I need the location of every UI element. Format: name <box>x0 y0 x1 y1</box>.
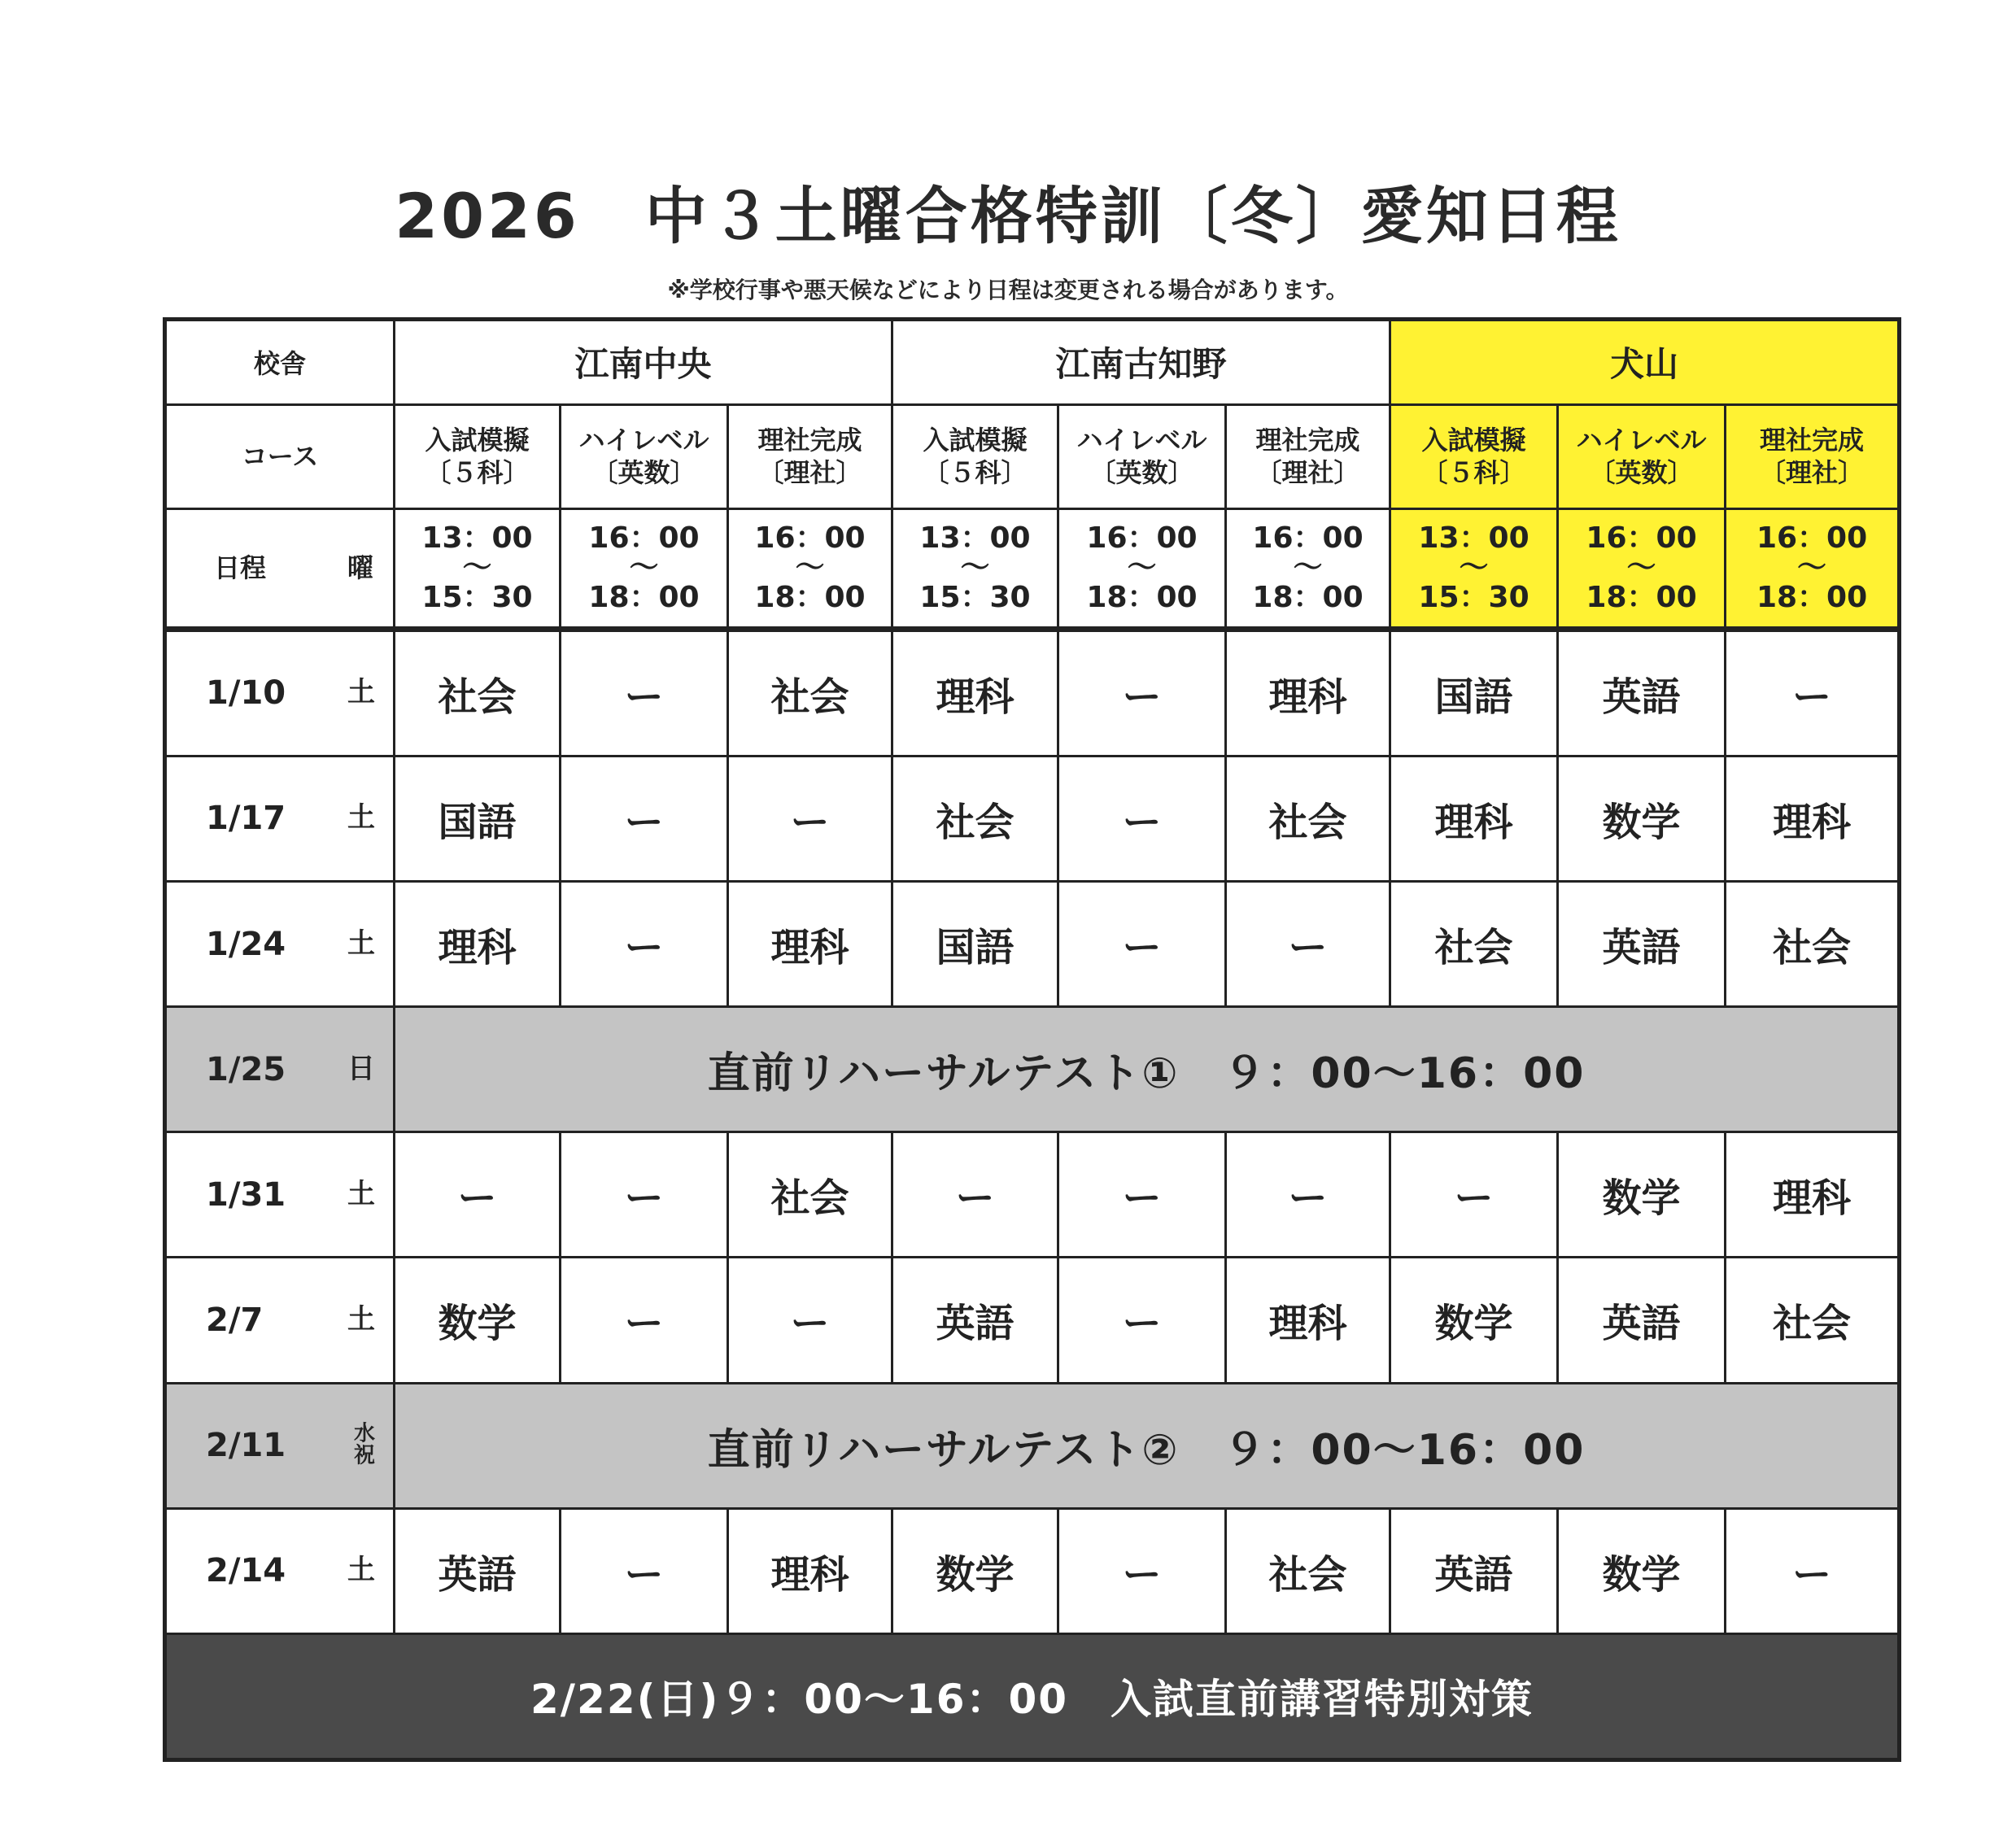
row-weekday-text: 水 <box>353 1421 375 1446</box>
course-name: 入試模擬 <box>923 425 1028 456</box>
subject-cell: 数学 <box>1558 1132 1726 1258</box>
course-time-cell <box>1058 508 1226 629</box>
course-time-cell <box>1390 508 1558 629</box>
course-time-start: 16：00 <box>754 521 866 555</box>
subject-cell: 英語 <box>1558 1258 1726 1383</box>
row-date: 2/11 <box>206 1427 286 1465</box>
subject-cell: ー <box>561 1132 728 1258</box>
row-date: 2/14 <box>206 1552 286 1590</box>
event-row <box>165 1007 1900 1132</box>
subject-cell: 英語 <box>1558 882 1726 1007</box>
course-name: ハイレベル <box>1076 425 1207 456</box>
date-cell <box>165 882 395 1007</box>
course-name: 入試模擬 <box>425 425 530 456</box>
row-date: 2/7 <box>206 1301 264 1339</box>
subject-cell: 社会 <box>1226 756 1390 881</box>
subject-cell: 数学 <box>892 1508 1058 1633</box>
course-header-cell <box>1058 404 1226 508</box>
course-subjects: 〔理社〕 <box>1760 457 1865 489</box>
subject-cell: 理科 <box>728 882 892 1007</box>
course-header-cell <box>892 404 1058 508</box>
subject-cell: 社会 <box>1226 1508 1390 1633</box>
subject-cell: ー <box>728 756 892 881</box>
subject-cell: 数学 <box>395 1258 561 1383</box>
rehearsal-test-event: 直前リハーサルテスト② ９：00～16：00 <box>395 1383 1900 1508</box>
course-header-cell <box>728 404 892 508</box>
schedule-row <box>165 756 1900 881</box>
course-time-start: 16：00 <box>1086 521 1198 555</box>
date-cell <box>165 1007 395 1132</box>
row-date: 1/25 <box>206 1050 286 1088</box>
course-time-cell <box>395 508 561 629</box>
course-name: ハイレベル <box>578 425 709 456</box>
subject-cell: ー <box>561 1508 728 1633</box>
subject-cell: ー <box>395 1132 561 1258</box>
row-weekday-text: 土 <box>347 1303 375 1336</box>
date-cell <box>165 1508 395 1633</box>
subject-cell: ー <box>728 1258 892 1383</box>
row-weekday <box>347 1052 375 1085</box>
subject-cell: ー <box>892 1132 1058 1258</box>
row-weekday-text: 土 <box>347 1178 375 1211</box>
subject-cell: ー <box>1726 629 1900 756</box>
campus-konan-kochino: 江南古知野 <box>892 320 1390 405</box>
row-date: 1/31 <box>206 1175 286 1214</box>
schedule-row <box>165 1132 1900 1258</box>
course-time-end: 18：00 <box>588 581 700 615</box>
time-separator: ～ <box>629 551 659 585</box>
schedule-row <box>165 629 1900 756</box>
course-name: 理社完成 <box>757 425 862 456</box>
course-time-start: 16：00 <box>1586 521 1697 555</box>
subject-cell: 理科 <box>395 882 561 1007</box>
course-time-end: 15：30 <box>421 581 533 615</box>
course-time-start: 16：00 <box>588 521 700 555</box>
subject-cell: ー <box>1058 629 1226 756</box>
row-weekday-text: 土 <box>347 801 375 835</box>
course-time-end: 15：30 <box>919 581 1031 615</box>
date-cell <box>165 629 395 756</box>
row-weekday <box>347 1180 375 1210</box>
course-subjects: 〔英数〕 <box>1089 457 1194 489</box>
subject-cell: ー <box>561 882 728 1007</box>
row-weekday-text: 土 <box>347 1554 375 1587</box>
subject-cell: 社会 <box>728 1132 892 1258</box>
schedule-label: 日程 <box>214 552 267 583</box>
subject-cell: 理科 <box>1390 756 1558 881</box>
campus-header-row <box>165 320 1900 405</box>
course-time-cell <box>728 508 892 629</box>
subject-cell: ー <box>561 629 728 756</box>
course-header-cell <box>1226 404 1390 508</box>
page-title: 2026 中３土曜合格特訓〔冬〕愛知日程 <box>395 180 1621 252</box>
course-time-end: 18：00 <box>1252 581 1364 615</box>
course-time-start: 13：00 <box>919 521 1031 555</box>
row-holiday-text: 祝 <box>353 1444 375 1469</box>
event-row <box>165 1383 1900 1508</box>
subject-cell: ー <box>1058 756 1226 881</box>
subject-cell: 理科 <box>1226 1258 1390 1383</box>
time-separator: ～ <box>1626 551 1656 585</box>
time-separator: ～ <box>960 551 990 585</box>
time-separator: ～ <box>1127 551 1157 585</box>
course-time-cell <box>1726 508 1900 629</box>
course-time-cell <box>892 508 1058 629</box>
subject-cell: 国語 <box>892 882 1058 1007</box>
course-subjects: 〔５科〕 <box>1421 457 1526 489</box>
row-date: 1/24 <box>206 925 286 963</box>
subject-cell: 数学 <box>1390 1258 1558 1383</box>
subject-cell: 英語 <box>892 1258 1058 1383</box>
course-header-cell <box>1390 404 1558 508</box>
course-label: コース <box>165 404 395 508</box>
course-header-row <box>165 404 1900 508</box>
course-name: 理社完成 <box>1255 425 1360 456</box>
subject-cell: ー <box>1726 1508 1900 1633</box>
campus-inuyama: 犬山 <box>1390 320 1900 405</box>
subject-cell: ー <box>1058 882 1226 1007</box>
schedule-row <box>165 1258 1900 1383</box>
schedule-change-note: ※学校行事や悪天候などにより日程は変更される場合があります。 <box>667 277 1349 303</box>
subject-cell: 理科 <box>1226 629 1390 756</box>
subject-cell: ー <box>561 756 728 881</box>
course-time-start: 16：00 <box>1252 521 1364 555</box>
date-cell <box>165 1383 395 1508</box>
subject-cell: ー <box>1226 1132 1390 1258</box>
schedule-row <box>165 1508 1900 1633</box>
campus-konan-chuo: 江南中央 <box>395 320 892 405</box>
course-time-start: 16：00 <box>1756 521 1868 555</box>
row-weekday <box>347 676 375 709</box>
time-separator: ～ <box>1293 551 1323 585</box>
course-subjects: 〔理社〕 <box>757 457 862 489</box>
subject-cell: ー <box>1390 1132 1558 1258</box>
rehearsal-test-event: 直前リハーサルテスト① ９：00～16：00 <box>395 1007 1900 1132</box>
course-time-start: 13：00 <box>1418 521 1529 555</box>
schedule-table <box>163 317 1901 1762</box>
row-date: 1/17 <box>206 800 286 838</box>
course-subjects: 〔理社〕 <box>1255 457 1360 489</box>
subject-cell: 理科 <box>892 629 1058 756</box>
course-time-end: 18：00 <box>754 581 866 615</box>
course-time-cell <box>561 508 728 629</box>
subject-cell: 数学 <box>1558 756 1726 881</box>
course-subjects: 〔英数〕 <box>591 457 696 489</box>
subject-cell: 社会 <box>1390 882 1558 1007</box>
weekday-label: 曜 <box>347 552 373 583</box>
subject-cell: 英語 <box>395 1508 561 1633</box>
course-name: ハイレベル <box>1576 425 1707 456</box>
course-time-end: 18：00 <box>1586 581 1697 615</box>
subject-cell: ー <box>1226 882 1390 1007</box>
time-separator: ～ <box>1797 551 1827 585</box>
date-cell <box>165 756 395 881</box>
date-cell <box>165 1132 395 1258</box>
subject-cell: 社会 <box>1726 1258 1900 1383</box>
time-header-row <box>165 508 1900 629</box>
course-time-cell <box>1558 508 1726 629</box>
course-subjects: 〔５科〕 <box>923 457 1028 489</box>
subject-cell: 社会 <box>892 756 1058 881</box>
row-weekday-text: 土 <box>347 676 375 709</box>
row-weekday <box>347 1556 375 1585</box>
subject-cell: ー <box>561 1258 728 1383</box>
course-name: 理社完成 <box>1760 425 1865 456</box>
row-weekday <box>347 927 375 960</box>
schedule-row <box>165 882 1900 1007</box>
subject-cell: 数学 <box>1558 1508 1726 1633</box>
row-weekday-text: 日 <box>347 1052 375 1085</box>
date-cell <box>165 1258 395 1383</box>
subject-cell: ー <box>1058 1508 1226 1633</box>
subject-cell: 国語 <box>395 756 561 881</box>
final-special-course-banner: 2/22(日)９：00～16：00 入試直前講習特別対策 <box>165 1633 1900 1759</box>
row-weekday <box>353 1421 375 1469</box>
subject-cell: 理科 <box>728 1508 892 1633</box>
course-time-cell <box>1226 508 1390 629</box>
row-weekday <box>347 801 375 835</box>
campus-label: 校舎 <box>165 320 395 405</box>
time-separator: ～ <box>462 551 492 585</box>
course-time-start: 13：00 <box>421 521 533 555</box>
course-subjects: 〔５科〕 <box>425 457 530 489</box>
subject-cell: 社会 <box>1726 882 1900 1007</box>
course-time-end: 18：00 <box>1086 581 1198 615</box>
subject-cell: 理科 <box>1726 1132 1900 1258</box>
time-separator: ～ <box>795 551 825 585</box>
subject-cell: ー <box>1058 1258 1226 1383</box>
course-header-cell <box>395 404 561 508</box>
final-special-course-row <box>165 1633 1900 1759</box>
course-name: 入試模擬 <box>1421 425 1526 456</box>
subject-cell: 国語 <box>1390 629 1558 756</box>
course-time-end: 15：30 <box>1418 581 1529 615</box>
subject-cell: ー <box>1058 1132 1226 1258</box>
subject-cell: 社会 <box>728 629 892 756</box>
course-subjects: 〔英数〕 <box>1589 457 1694 489</box>
schedule-label-cell <box>165 508 395 629</box>
subject-cell: 理科 <box>1726 756 1900 881</box>
course-header-cell <box>1558 404 1726 508</box>
course-header-cell <box>1726 404 1900 508</box>
subject-cell: 社会 <box>395 629 561 756</box>
row-weekday <box>347 1303 375 1336</box>
row-weekday-text: 土 <box>347 927 375 960</box>
course-header-cell <box>561 404 728 508</box>
course-time-end: 18：00 <box>1756 581 1868 615</box>
subject-cell: 英語 <box>1558 629 1726 756</box>
row-date: 1/10 <box>206 674 286 713</box>
time-separator: ～ <box>1459 551 1489 585</box>
subject-cell: 英語 <box>1390 1508 1558 1633</box>
